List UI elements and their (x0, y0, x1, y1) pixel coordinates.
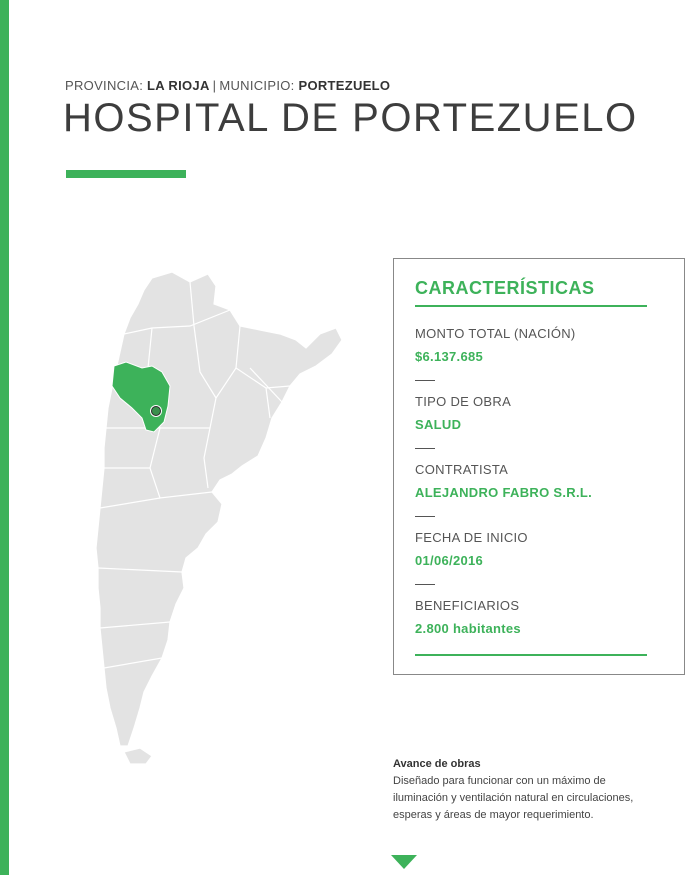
field-monto-total (415, 326, 665, 365)
field-divider (415, 448, 435, 449)
breadcrumb-separator: | (212, 78, 217, 93)
progress-section (393, 757, 643, 824)
progress-description: Diseñado para funcionar con un máximo de iluminación y ventilación natural en circulaciones, esperas y áreas de mayor requerimiento. (393, 775, 634, 821)
municipality-value: PORTEZUELO (298, 78, 391, 93)
field-fecha-de-inicio (415, 530, 665, 569)
breadcrumb (65, 78, 390, 93)
province-label: PROVINCIA: (65, 78, 144, 93)
title-underline (66, 170, 186, 178)
field-label: TIPO DE OBRA (415, 394, 512, 409)
card-title: CARACTERÍSTICAS (415, 278, 595, 298)
field-label: CONTRATISTA (415, 462, 509, 477)
field-label: BENEFICIARIOS (415, 598, 520, 613)
field-contratista (415, 462, 665, 501)
field-value: 2.800 habitantes (415, 621, 521, 636)
field-tipo-de-obra (415, 394, 665, 433)
field-value: ALEJANDRO FABRO S.R.L. (415, 485, 593, 500)
field-divider (415, 584, 435, 585)
location-marker-icon (150, 405, 162, 417)
field-label: MONTO TOTAL (NACIÓN) (415, 326, 576, 341)
chevron-down-icon[interactable] (391, 855, 417, 869)
field-value: $6.137.685 (415, 349, 484, 364)
map-mainland (96, 272, 342, 746)
field-label: FECHA DE INICIO (415, 530, 528, 545)
field-beneficiarios (415, 598, 665, 637)
left-accent-bar (0, 0, 9, 875)
card-title-rule (415, 305, 647, 307)
municipality-label: MUNICIPIO: (219, 78, 295, 93)
card-bottom-rule (415, 654, 647, 656)
argentina-map-icon (90, 268, 355, 768)
characteristics-card (393, 258, 685, 675)
progress-heading: Avance de obras (393, 758, 481, 770)
field-value: SALUD (415, 417, 462, 432)
field-divider (415, 516, 435, 517)
map-tierra-del-fuego (124, 748, 152, 764)
page-title: HOSPITAL DE PORTEZUELO (63, 96, 638, 140)
field-divider (415, 380, 435, 381)
field-value: 01/06/2016 (415, 553, 484, 568)
province-value: LA RIOJA (147, 78, 210, 93)
